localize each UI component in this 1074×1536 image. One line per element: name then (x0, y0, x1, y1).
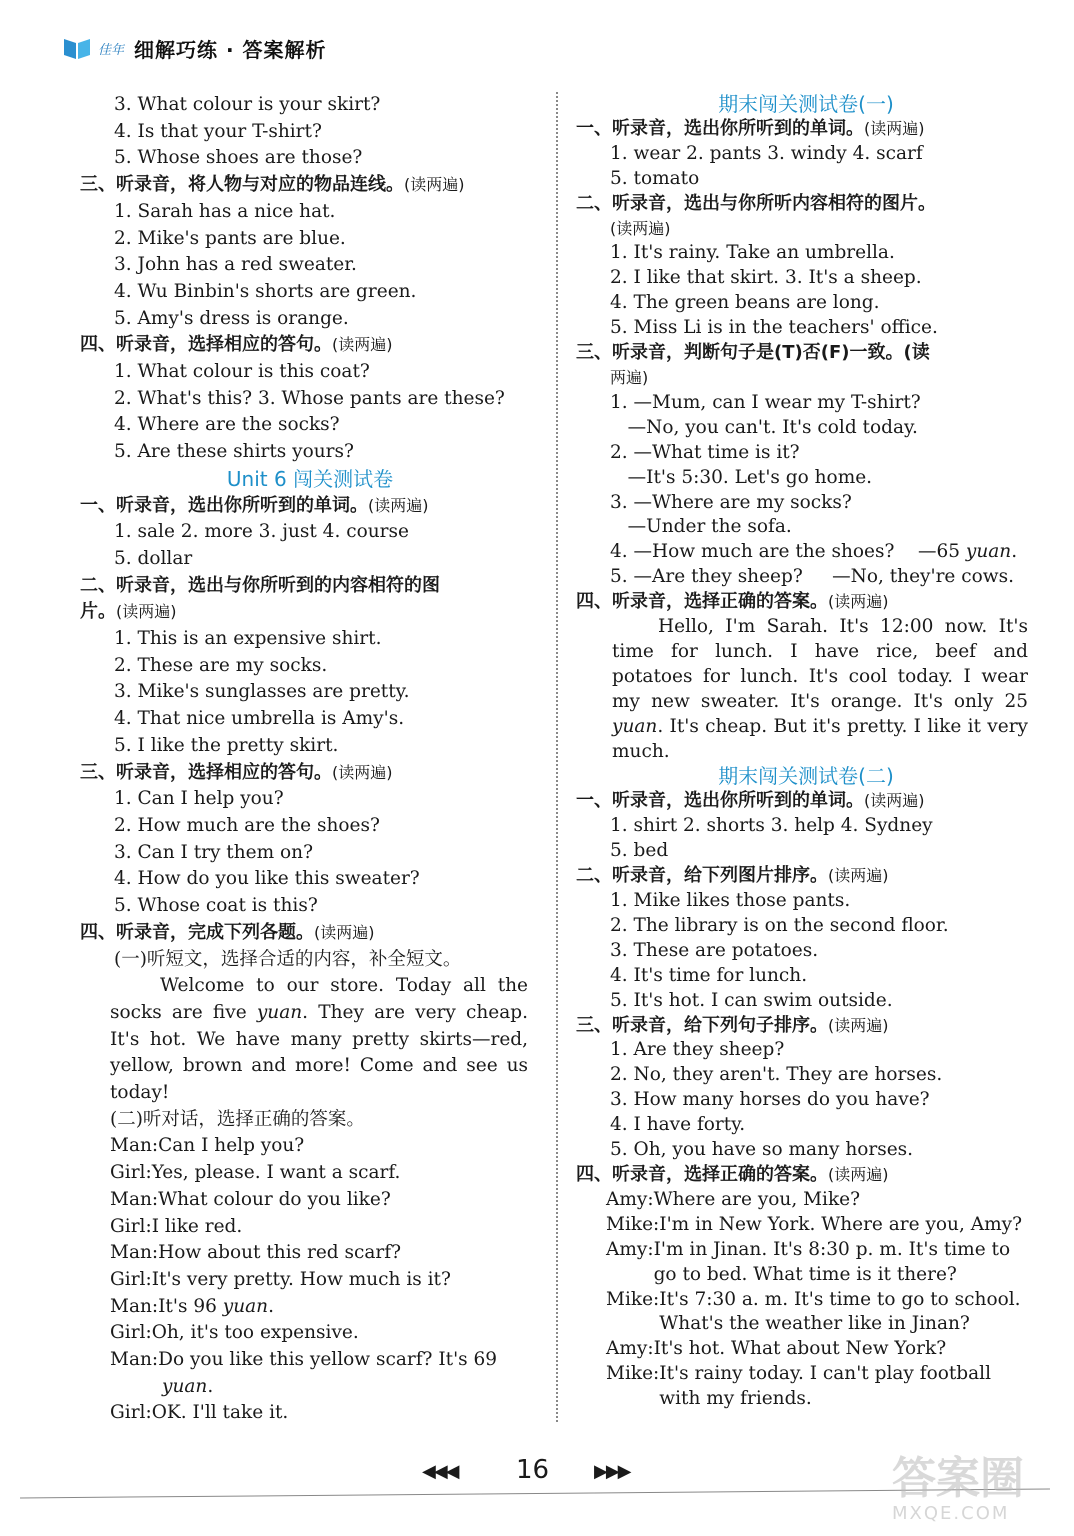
list-item: 3. —Where are my socks? (610, 491, 852, 513)
dialog-line: Girl: It's very pretty. How much is it? (110, 1268, 451, 1290)
list-item: 5. Are these shirts yours? (114, 441, 354, 463)
list-item: 5. Whose coat is this? (114, 895, 318, 917)
section-heading: 四、听录音，选择正确的答案。(读两遍) (576, 591, 889, 613)
page-number: 16 (516, 1455, 550, 1485)
list-item: —Under the sofa. (610, 516, 792, 538)
list-item: 4. —How much are the shoes? —65 yuan. (610, 541, 1018, 563)
dialog-line: Man:It's 96 yuan. (110, 1295, 274, 1317)
list-item: 4. How do you like this sweater? (114, 868, 420, 890)
list-item: 5. It's hot. I can swim outside. (610, 989, 893, 1011)
list-item: 5. I like the pretty skirt. (114, 734, 339, 756)
section-heading-cont: 两遍) (610, 367, 649, 387)
list-item: —It's 5:30. Let's go home. (610, 466, 873, 488)
dialog-line: Mike: It's 7:30 a. m. It's time to go to school. What's the weather like in Jinan? (606, 1288, 1021, 1335)
list-item: 4. That nice umbrella is Amy's. (114, 708, 405, 730)
list-item: 5. Whose shoes are those? (114, 147, 363, 169)
section-heading-cont: 片。(读两遍) (80, 601, 177, 623)
list-item: 1. Are they sheep? (610, 1039, 785, 1061)
list-item: 2. Mike's pants are blue. (114, 227, 346, 249)
list-item: 2. —What time is it? (610, 441, 800, 463)
list-item: 5. dollar (114, 547, 193, 569)
list-item: 3. Can I try them on? (114, 841, 314, 863)
dialog-line: Amy: Where are you, Mike? (606, 1188, 861, 1210)
list-item: 1. Sarah has a nice hat. (114, 200, 336, 222)
list-item: 4. It's time for lunch. (610, 964, 808, 986)
list-item: 5. Miss Li is in the teachers' office. (610, 317, 938, 339)
section-heading: 二、听录音，给下列图片排序。(读两遍) (576, 865, 889, 887)
list-item: 4. I have forty. (610, 1114, 746, 1136)
dialog-line: Amy: It's hot. What about New York? (606, 1338, 947, 1360)
list-item: 1. Mike likes those pants. (610, 890, 851, 911)
dialog-line: Girl: I like red. (110, 1215, 243, 1237)
header-title: 细解巧练 · 答案解析 (134, 37, 327, 62)
list-item: 2. I like that skirt. 3. It's a sheep. (610, 267, 922, 289)
list-item: 4. Where are the socks? (114, 414, 340, 436)
dialog-line: Man: Can I help you? (110, 1135, 305, 1157)
list-item: 4. The green beans are long. (610, 292, 880, 314)
passage: Welcome to our store. Today all the socks are five yuan. They are very cheap. It's hot. We have many pretty skirts—red, yellow, brown and more! Come and see us today! (110, 975, 528, 1104)
watermark-logo: 答案圈 (892, 1453, 1024, 1504)
dialog-line: Man:Do you like this yellow scarf? It's 69 (110, 1349, 498, 1371)
list-item: 4. Is that your T-shirt? (114, 120, 322, 142)
list-item: 3. John has a red sweater. (114, 254, 357, 276)
dialog-line: Man: What colour do you like? (110, 1188, 391, 1210)
list-item: 1. It's rainy. Take an umbrella. (610, 242, 895, 264)
section-heading: 三、听录音，给下列句子排序。(读两遍) (576, 1014, 889, 1036)
section-heading: 一、听录音，选出你所听到的单词。(读两遍) (80, 494, 429, 516)
dialog-line: Girl: Yes, please. I want a scarf. (110, 1162, 401, 1184)
column-divider (556, 92, 558, 1422)
dialog-line-cont: yuan. (162, 1375, 214, 1397)
section-heading: 三、听录音，选择相应的答句。(读两遍) (80, 761, 393, 783)
brand-name: 佳年 (98, 42, 125, 58)
unit6-title: Unit 6 闯关测试卷 (226, 466, 394, 491)
final-test-2-title: 期末闯关测试卷(二) (718, 764, 894, 789)
watermark-url: MXQE.COM (892, 1503, 1010, 1524)
list-item: 4. Wu Binbin's shorts are green. (114, 280, 417, 302)
dialog-line: Amy: I'm in Jinan. It's 8:30 p. m. It's time to go to bed. What time is it there? (606, 1238, 1011, 1285)
section-heading: 一、听录音，选出你所听到的单词。(读两遍) (576, 117, 925, 139)
page-header (62, 30, 327, 66)
subsection-heading: (二)听对话，选择正确的答案。 (110, 1108, 365, 1130)
list-item: 2. These are my socks. (114, 654, 328, 676)
dialog-line: Man: How about this red scarf? (110, 1242, 402, 1264)
section-heading: 四、听录音，选择正确的答案。(读两遍) (576, 1163, 889, 1185)
dialog (576, 1188, 1030, 1412)
dialog-line: Girl:Oh, it's too expensive. (110, 1322, 359, 1344)
book-logo-icon (62, 35, 92, 61)
list-item: 5. Amy's dress is orange. (114, 307, 349, 329)
list-item: 2. What's this? 3. Whose pants are these? (114, 387, 505, 409)
list-item: 5. tomato (610, 167, 700, 189)
list-item: 5. —Are they sheep? —No, they're cows. (610, 566, 1014, 588)
subsection-heading: (一)听短文，选择合适的内容，补全短文。 (114, 948, 462, 970)
list-item: 1. Can I help you? (114, 788, 284, 810)
list-item: 5. bed (610, 840, 669, 862)
list-item: —No, you can't. It's cold today. (610, 416, 918, 438)
list-item: 3. What colour is your skirt? (114, 94, 381, 115)
section-heading: 一、听录音，选出你所听到的单词。(读两遍) (576, 790, 925, 812)
section-heading: 二、听录音，选出与你所听到的内容相符的图 (80, 574, 440, 596)
dialog-line: Mike: It's rainy today. I can't play football with my friends. (606, 1363, 991, 1410)
list-item: 5. Oh, you have so many horses. (610, 1139, 914, 1161)
section-heading: 四、听录音，完成下列各题。(读两遍) (80, 921, 375, 943)
list-item: 1. This is an expensive shirt. (114, 628, 382, 650)
list-item: 1. sale 2. more 3. just 4. course (114, 521, 409, 543)
dialog (80, 1133, 540, 1427)
list-item: 1. wear 2. pants 3. windy 4. scarf (610, 142, 923, 164)
list-item: 1. What colour is this coat? (114, 361, 370, 383)
section-heading: 二、听录音，选出与你所听内容相符的图片。 (576, 192, 936, 214)
section-heading: 三、听录音，将人物与对应的物品连线。(读两遍) (80, 174, 465, 196)
left-arrows-icon: ◀◀◀ (422, 1461, 458, 1482)
list-item: 3. These are potatoes. (610, 939, 819, 961)
section-heading-cont: (读两遍) (610, 218, 671, 238)
right-arrows-icon: ▶▶▶ (594, 1461, 630, 1482)
dialog-line: Mike: I'm in New York. Where are you, Amy? (606, 1213, 1022, 1235)
list-item: 2. How much are the shoes? (114, 814, 380, 836)
dialog-line: Girl:OK. I'll take it. (110, 1402, 289, 1424)
list-item: 1. —Mum, can I wear my T-shirt? (610, 391, 921, 413)
final-test-1-title: 期末闯关测试卷(一) (718, 92, 894, 116)
left-column (80, 92, 540, 1427)
passage: Hello, I'm Sarah. It's 12:00 now. It's time for lunch. I have rice, beef and potatoes for lunch. It's cool today. I wear my new sweater. It's orange. It's only 25 yuan. It's cheap. But it's pretty. I like it very much. (612, 616, 1028, 762)
list-item: 3. How many horses do you have? (610, 1089, 930, 1111)
section-heading: 三、听录音，判断句子是(T)否(F)一致。(读 (576, 342, 930, 364)
list-item: 2. The library is on the second floor. (610, 914, 949, 936)
list-item: 2. No, they aren't. They are horses. (610, 1064, 943, 1086)
list-item: 1. shirt 2. shorts 3. help 4. Sydney (610, 815, 933, 837)
list-item: 3. Mike's sunglasses are pretty. (114, 681, 410, 703)
right-column (576, 92, 1036, 1412)
watermark (892, 1455, 1062, 1530)
section-heading: 四、听录音，选择相应的答句。(读两遍) (80, 334, 393, 356)
